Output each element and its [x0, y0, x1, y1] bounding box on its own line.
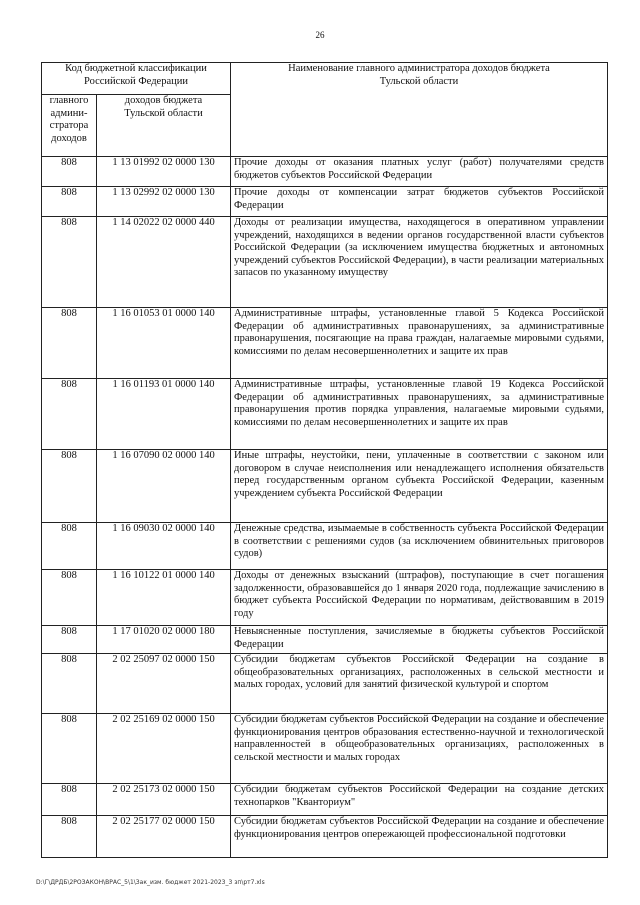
admin-code-cell: 808	[42, 784, 97, 816]
admin-code-cell: 808	[42, 654, 97, 714]
budget-code-cell: 1 16 01053 01 0000 140	[97, 308, 231, 379]
admin-code-cell: 808	[42, 816, 97, 858]
budget-code-cell: 1 13 01992 02 0000 130	[97, 157, 231, 187]
budget-code-cell: 1 14 02022 02 0000 440	[97, 217, 231, 308]
revenue-name-cell: Административные штрафы, установленные главой 19 Кодекса Российской Федерации об административных правонарушениях, за административные правонарушения против порядка управления, налагаемые мировыми судьями, комиссиями по делам несовершеннолетних и защите их прав	[231, 379, 608, 450]
table-row	[42, 217, 608, 308]
revenue-name-cell: Иные штрафы, неустойки, пени, уплаченные в соответствии с законом или договором в случае неисполнения или ненадлежащего исполнения обязательств перед государственным органом субъекта Российской Федерации, казенным учреждением субъекта Российской Федерации	[231, 450, 608, 523]
budget-code-cell: 2 02 25097 02 0000 150	[97, 654, 231, 714]
budget-code-cell: 2 02 25173 02 0000 150	[97, 784, 231, 816]
table-row	[42, 714, 608, 784]
admin-code-cell: 808	[42, 523, 97, 570]
budget-code-cell: 1 16 01193 01 0000 140	[97, 379, 231, 450]
page-number: 26	[315, 30, 325, 40]
admin-code-cell: 808	[42, 570, 97, 626]
revenue-name-cell: Невыясненные поступления, зачисляемые в бюджеты субъектов Российской Федерации	[231, 626, 608, 654]
budget-code-cell: 1 16 09030 02 0000 140	[97, 523, 231, 570]
revenue-name-cell: Субсидии бюджетам субъектов Российской Федерации на создание и обеспечение функционирования центров образования естественно-научной и технологической направленностей в общеобразовательных организациях, расположенных в сельской местности и малых городах	[231, 714, 608, 784]
table-row	[42, 187, 608, 217]
revenue-name-cell: Денежные средства, изымаемые в собственность субъекта Российской Федерации в соответствии с решениями судов (за исключением обвинительных приговоров судов)	[231, 523, 608, 570]
revenue-name-cell: Прочие доходы от компенсации затрат бюджетов субъектов Российской Федерации	[231, 187, 608, 217]
classification-code-header: Код бюджетной классификации Российской Федерации	[42, 63, 231, 95]
admin-code-cell: 808	[42, 714, 97, 784]
budget-code-cell: 1 17 01020 02 0000 180	[97, 626, 231, 654]
admin-code-cell: 808	[42, 379, 97, 450]
main-admin-header: главного админи-стратора доходов	[42, 95, 97, 157]
table-header-row	[42, 63, 608, 95]
budget-code-cell: 1 16 07090 02 0000 140	[97, 450, 231, 523]
table-row	[42, 450, 608, 523]
budget-revenue-header: доходов бюджета Тульской области	[97, 95, 231, 157]
table-row	[42, 626, 608, 654]
revenue-name-cell: Субсидии бюджетам субъектов Российской Федерации на создание в общеобразовательных организациях, расположенных в сельской местности и малых городах, условий для занятий физической культурой и спортом	[231, 654, 608, 714]
revenue-name-cell: Доходы от денежных взысканий (штрафов), поступающие в счет погашения задолженности, образовавшейся до 1 января 2020 года, подлежащие зачислению в бюджет субъекта Российской Федерации по нормативам, действовавшим в 2019 году	[231, 570, 608, 626]
admin-code-cell: 808	[42, 308, 97, 379]
admin-code-cell: 808	[42, 217, 97, 308]
admin-code-cell: 808	[42, 187, 97, 217]
table-row	[42, 379, 608, 450]
revenue-name-cell: Субсидии бюджетам субъектов Российской Федерации на создание детских технопарков "Кванториум"	[231, 784, 608, 816]
revenue-name-cell: Субсидии бюджетам субъектов Российской Федерации на создание и обеспечение функционирования центров опережающей профессиональной подготовки	[231, 816, 608, 858]
budget-code-cell: 1 16 10122 01 0000 140	[97, 570, 231, 626]
table-row	[42, 816, 608, 858]
revenue-name-cell: Доходы от реализации имущества, находящегося в оперативном управлении учреждений, находящихся в ведении органов государственной власти субъектов Российской Федерации (за исключением имущества бюджетных и автономных учреждений субъектов Российской Федерации), в части реализации материальных запасов по указанному имуществу	[231, 217, 608, 308]
table-row	[42, 654, 608, 714]
admin-code-cell: 808	[42, 626, 97, 654]
table-row	[42, 308, 608, 379]
table-row	[42, 784, 608, 816]
administrator-name-header: Наименование главного администратора доходов бюджета Тульской области	[231, 63, 608, 157]
admin-code-cell: 808	[42, 157, 97, 187]
table-row	[42, 523, 608, 570]
revenue-classification-table	[41, 62, 608, 858]
budget-code-cell: 2 02 25169 02 0000 150	[97, 714, 231, 784]
table-row	[42, 157, 608, 187]
budget-code-cell: 2 02 25177 02 0000 150	[97, 816, 231, 858]
revenue-name-cell: Административные штрафы, установленные главой 5 Кодекса Российской Федерации об административных правонарушениях, за административные правонарушения, посягающие на права граждан, налагаемые мировыми судьями, комиссиями по делам несовершеннолетних и защите их прав	[231, 308, 608, 379]
table-row	[42, 570, 608, 626]
file-path-footer: D:\Г\ДРДБ\2РОЗАКОН\ВРАС_5\1\Зак_изм. бюджет 2021-2023_3 зп\рт7.xls	[36, 879, 265, 886]
revenue-name-cell: Прочие доходы от оказания платных услуг (работ) получателями средств бюджетов субъектов Российской Федерации	[231, 157, 608, 187]
admin-code-cell: 808	[42, 450, 97, 523]
budget-code-cell: 1 13 02992 02 0000 130	[97, 187, 231, 217]
